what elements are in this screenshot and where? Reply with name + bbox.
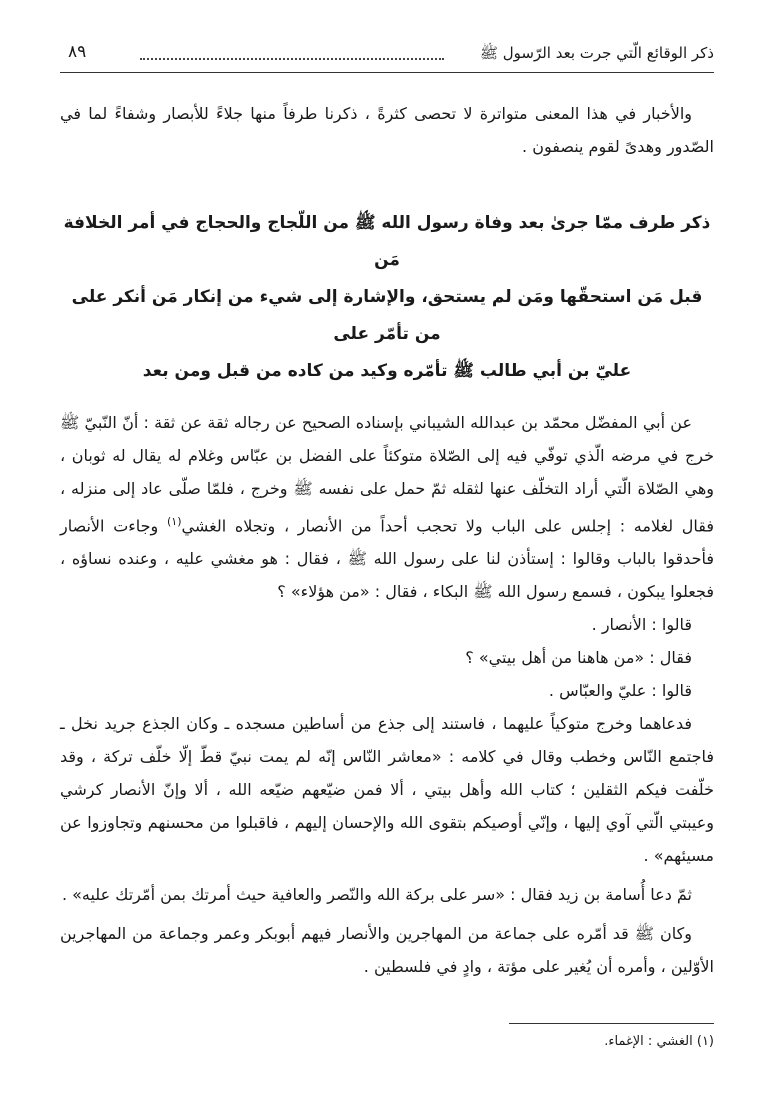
intro-paragraph: والأخبار في هذا المعنى متواترة لا تحصى كثرةً ، ذكرنا طرفاً منها جلاءً للأبصار وشفاءً لما في الصّدور وهدىً لقوم ينصفون . bbox=[60, 104, 714, 156]
footnote-divider bbox=[509, 1023, 714, 1024]
paragraph-command: وكان ﷺ قد أمّره على جماعة من المهاجرين والأنصار فيهم أبوبكر وعمر وجماعة من المهاجرين الأوّلين ، وأمره أن يُغير على مؤتة ، وادٍ في فلسطين . bbox=[60, 924, 714, 977]
body-text bbox=[60, 406, 714, 983]
footnote-reference: (١) bbox=[166, 515, 182, 528]
dialog-line-2: فقال : «من هاهنا من أهل بيتي» ؟ bbox=[465, 648, 692, 668]
footnote bbox=[604, 1034, 714, 1049]
narration-text-a: عن أبي المفضّل محمّد بن عبدالله الشيباني بإسناده الصحيح عن رجاله ثقة عن ثقة : أنّ النّبيّ ﷺ خرج في مرضه الّذي توفّي فيه إلى الصّلاة متوكئاً على الفضل بن عبّاس وغلام له يقال له ثوبان ، وهي الصّلاة الّتي أراد التخلّف عنها لثقله ثمّ حمل على نفسه ﷺ وخرج ، فلمّا صلّى عاد إلى منزله ، فقال لغلامه : إجلس على الباب ولا تحجب أحداً من الأنصار ، وتجلاه الغشي bbox=[60, 413, 715, 536]
footnote-text: الغشي : الإغماء. bbox=[604, 1034, 693, 1049]
page-number: ٨٩ bbox=[68, 42, 87, 62]
dot-leader bbox=[140, 58, 444, 60]
dialog-line-1: قالوا : الأنصار . bbox=[591, 615, 692, 635]
chapter-title: ذكر الوقائع الّتي جرت بعد الرّسول ﷺ bbox=[479, 44, 714, 62]
book-page bbox=[60, 38, 714, 1078]
heading-line-3: عليّ بن أبي طالب ﷺ تأمّره وكيد من كاده من قبل ومن بعد bbox=[142, 361, 632, 381]
narration-text-b: وجاءت الأنصار فأحدقوا بالباب وقالوا : إستأذن لنا على رسول الله ﷺ ، فقال : هو مغشي عليه ، وعنده نساؤه ، فجعلوا يبكون ، فسمع رسول الله ﷺ البكاء ، فقال : «من هؤلاء» ؟ bbox=[60, 516, 714, 602]
paragraph-sermon: فدعاهما وخرج متوكياً عليهما ، فاستند إلى جذع من أساطين مسجده ـ وكان الجذع جريد نخل ـ فاجتمع النّاس وخطب وقال في كلامه : «معاشر النّاس إنّه لم يمت نبيّ قطّ إلّا خلّف تركة ، وقد خلّفت فيكم الثقلين ؛ كتاب الله وأهل بيتي ، ألا فمن ضيّعهم ضيّعه الله ، ألا وإنّ الأنصار كرشي وعيبتي الّتي آوي إليها ، وإنّي أوصيكم بتقوى الله والإحسان إليهم ، فاقبلوا من محسنهم وتجاوزوا عن مسيئهم» . bbox=[60, 714, 714, 866]
heading-line-2: قبل مَن استحقّها ومَن لم يستحق، والإشارة إلى شيء من إنكار مَن أنكر على من تأمّر على bbox=[71, 287, 703, 344]
footnote-number: (١) bbox=[696, 1034, 714, 1049]
paragraph-narration bbox=[60, 406, 714, 608]
section-heading bbox=[60, 205, 714, 390]
heading-line-1: ذكر طرف ممّا جرىٰ بعد وفاة رسول الله ﷺ من اللّجاج والحجاج في أمر الخلافة مَن bbox=[63, 213, 711, 270]
dialog-line-3: قالوا : عليّ والعبّاس . bbox=[548, 681, 692, 701]
paragraph-usama: ثمّ دعا أُسامة بن زيد فقال : «سر على بركة الله والنّصر والعافية حيث أمرتك بمن أمّرتك عليه» . bbox=[61, 885, 692, 905]
running-header bbox=[60, 38, 714, 73]
